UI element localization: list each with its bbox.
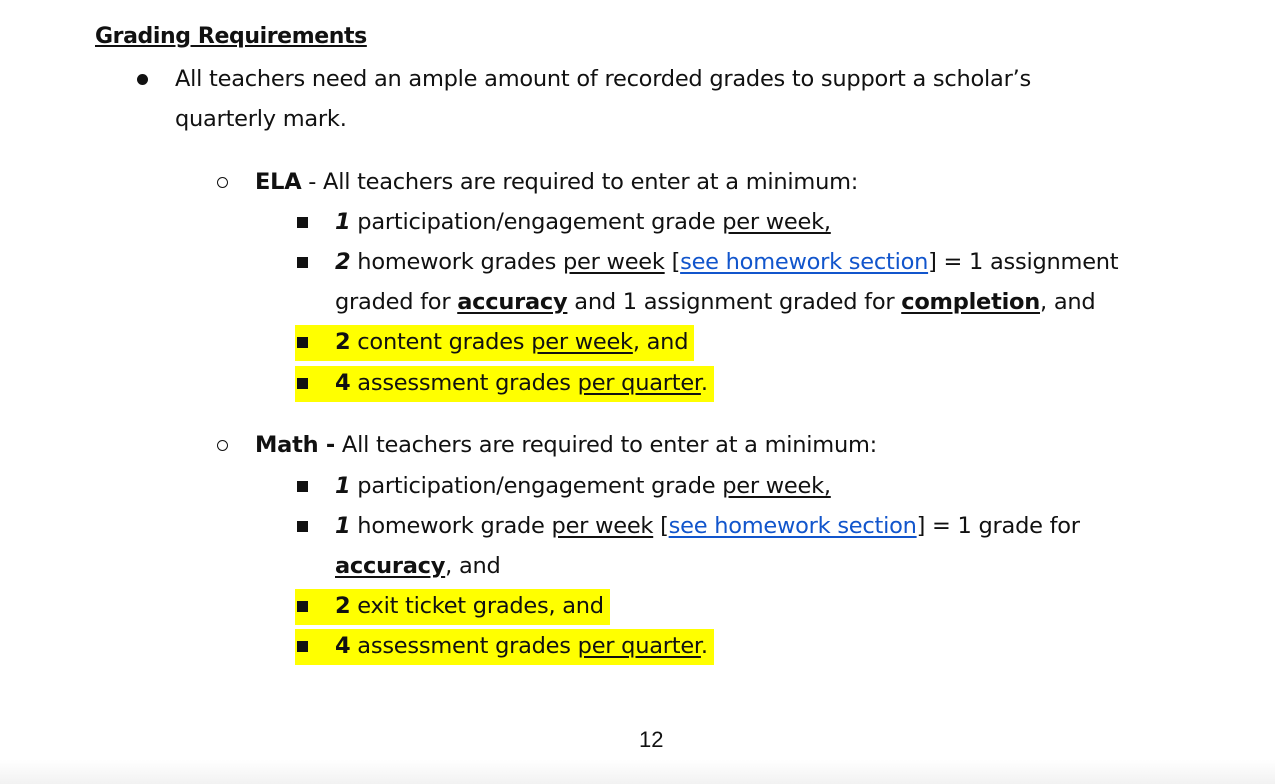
intro-line-2: quarterly mark. [175, 106, 347, 132]
ela-participation-item [335, 207, 831, 237]
frequency-text: per week [531, 329, 633, 355]
bullet-square [297, 641, 308, 652]
item-text: exit ticket grades, and [350, 593, 604, 619]
item-text: assessment grades [350, 370, 578, 396]
bullet-square [297, 521, 308, 532]
item-text: participation/engagement grade [350, 209, 723, 235]
ela-homework-item-cont [335, 287, 1095, 317]
item-text: . [700, 633, 708, 659]
bracket-open: [ [664, 249, 681, 275]
accuracy-text: accuracy [457, 289, 568, 315]
bullet-square [297, 257, 308, 268]
section-heading: Grading Requirements [95, 24, 367, 49]
item-text: , and [1040, 289, 1096, 315]
highlight [295, 629, 714, 665]
bullet-square [297, 481, 308, 492]
item-text: graded for [335, 289, 458, 315]
count: 4 [335, 633, 351, 659]
item-text: ] = 1 grade for [916, 513, 1080, 539]
item-text: ] = 1 assignment [928, 249, 1119, 275]
bracket-open: [ [653, 513, 669, 539]
math-homework-item-cont [335, 551, 501, 581]
homework-section-link[interactable]: see homework section [668, 513, 917, 539]
highlight [295, 325, 694, 361]
homework-section-link[interactable]: see homework section [680, 249, 929, 275]
completion-text: completion [901, 289, 1041, 315]
item-text: homework grades [350, 249, 564, 275]
bullet-dot [137, 74, 148, 85]
ela-label: ELA [255, 169, 302, 195]
bullet-square [297, 217, 308, 228]
item-text: , and [445, 553, 501, 579]
math-header [255, 430, 877, 460]
math-header-text: All teachers are required to enter at a minimum: [335, 432, 877, 458]
ela-assessment-item [295, 368, 714, 398]
item-text: and 1 assignment graded for [567, 289, 902, 315]
frequency-text: per week [551, 513, 654, 539]
bullet-square [297, 337, 308, 348]
ela-header [255, 167, 858, 197]
math-label: Math - [255, 432, 336, 458]
ela-content-item [295, 327, 694, 357]
frequency-text: per week, [722, 473, 831, 499]
count: 1 [335, 513, 351, 539]
item-text: . [700, 370, 708, 396]
count: 4 [335, 370, 351, 396]
count: 2 [335, 249, 351, 275]
math-exit-ticket-item [295, 591, 610, 621]
math-homework-item [335, 511, 1080, 541]
item-text: , and [632, 329, 689, 355]
count: 1 [335, 473, 351, 499]
item-text: assessment grades [350, 633, 578, 659]
frequency-text: per quarter [577, 633, 701, 659]
bullet-square [297, 601, 308, 612]
frequency-text: per quarter [577, 370, 701, 396]
count: 2 [335, 329, 351, 355]
frequency-text: per week [563, 249, 665, 275]
frequency-text: per week, [722, 209, 831, 235]
ela-header-text: - All teachers are required to enter at a minimum: [301, 169, 859, 195]
math-participation-item [335, 471, 831, 501]
page-number: 12 [639, 727, 664, 752]
item-text: participation/engagement grade [350, 473, 723, 499]
highlight [295, 589, 610, 625]
count: 1 [335, 209, 351, 235]
intro-line-1: All teachers need an ample amount of recorded grades to support a scholar’s [175, 66, 1031, 92]
ela-homework-item [335, 247, 1118, 277]
accuracy-text: accuracy [335, 553, 446, 579]
bullet-circle [217, 440, 228, 451]
math-assessment-item [295, 631, 714, 661]
count: 2 [335, 593, 351, 619]
bullet-circle [217, 177, 228, 188]
highlight [295, 366, 714, 402]
bullet-square [297, 378, 308, 389]
item-text: homework grade [350, 513, 552, 539]
item-text: content grades [350, 329, 532, 355]
